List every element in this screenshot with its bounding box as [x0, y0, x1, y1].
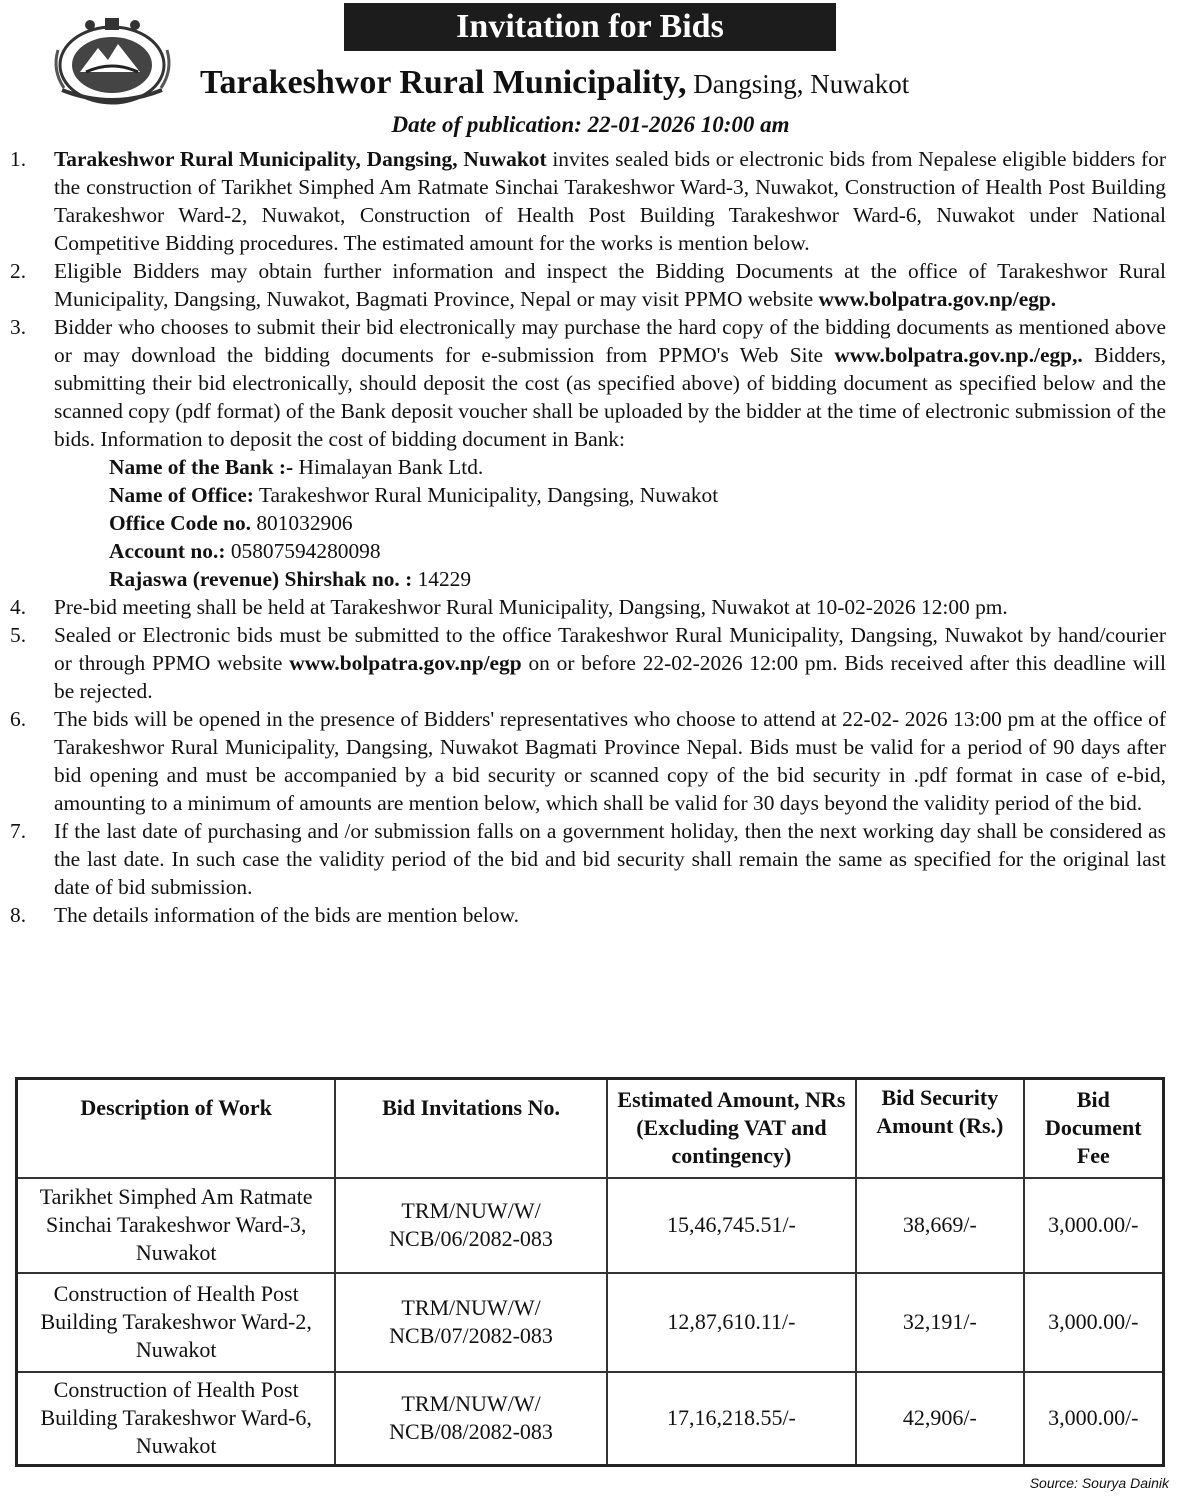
item-8-text: The details information of the bids are mention below. [54, 903, 519, 927]
bank-details [54, 453, 1166, 593]
item-number: 2. [10, 259, 27, 283]
notice-item-3 [10, 313, 1166, 593]
item-3-text-a: Bidder who chooses to submit their bid electronically may purchase the hard copy of the bidding documents as mentioned above or may download the bidding documents for e-submission from PPMO's Web Site [54, 315, 1166, 367]
table-row [17, 1372, 1164, 1466]
revenue-value: 14229 [412, 567, 472, 591]
item-number: 3. [10, 315, 27, 339]
notice-banner: Invitation for Bids [344, 3, 836, 51]
item-5-text-a: Sealed or Electronic bids must be submitted to the office Tarakeshwor Rural Municipality, Dangsing, Nuwakot by hand/courier or through PPMO website [54, 623, 1166, 675]
item-3-link[interactable]: www.bolpatra.gov.np./egp,. [834, 343, 1083, 367]
row-fee: 3,000.00/- [1024, 1372, 1164, 1466]
item-1-text: invites sealed bids or electronic bids from Nepalese eligible bidders for the construction of Tarikhet Simphed Am Ratmate Sinchai Tarakeshwor Ward-3, Nuwakot, Construction of Health Post Building Tarakeshwor Ward-2, Nuwakot, Construction of Health Post Building Tarakeshwor Ward-6, Nuwakot under National Competitive Bidding procedures. The estimated amount for the works is mention below. [54, 147, 1167, 255]
table-row [17, 1178, 1164, 1273]
item-number: 4. [10, 595, 27, 619]
account-label: Account no.: [109, 539, 226, 563]
header-estimated: Estimated Amount, NRs (Excluding VAT and contingency) [607, 1079, 856, 1178]
office-name-value: Tarakeshwor Rural Municipality, Dangsing, Nuwakot [253, 483, 719, 507]
item-4-text: Pre-bid meeting shall be held at Tarakeshwor Rural Municipality, Dangsing, Nuwakot at 10-02-2026 12:00 pm. [54, 595, 1008, 619]
bank-name-label: Name of the Bank :- [109, 455, 294, 479]
notice-item-8 [10, 901, 1166, 929]
revenue-label: Rajaswa (revenue) Shirshak no. : [109, 567, 413, 591]
table-row [17, 1273, 1164, 1372]
row-estimated: 17,16,218.55/- [607, 1372, 856, 1466]
item-5-text-b: on or before 22-02-2026 12:00 pm. Bids received after this deadline will be rejected. [54, 651, 1166, 703]
row-description: Tarikhet Simphed Am Ratmate Sinchai Tarakeshwor Ward-3, Nuwakot [17, 1178, 336, 1273]
publication-date-label: Date of publication: [391, 112, 588, 137]
account-value: 05807594280098 [225, 539, 381, 563]
row-invitation: TRM/NUW/W/ NCB/08/2082-083 [335, 1372, 606, 1466]
table-header-row [17, 1079, 1164, 1178]
header-fee: Bid Document Fee [1024, 1079, 1164, 1178]
bank-name-value: Himalayan Bank Ltd. [293, 455, 484, 479]
office-code-value: 801032906 [251, 511, 353, 535]
item-2-text: Eligible Bidders may obtain further information and inspect the Bidding Documents at the office of Tarakeshwor Rural Municipality, Dangsing, Nuwakot, Bagmati Province, Nepal or may visit PPMO website [54, 259, 1166, 311]
bank-name-row [109, 453, 1166, 481]
publication-date [0, 110, 1181, 140]
nepal-emblem-icon [50, 10, 175, 110]
notice-item-4 [10, 593, 1166, 621]
item-number: 8. [10, 903, 27, 927]
notice-item-2 [10, 257, 1166, 313]
organization-name: Tarakeshwor Rural Municipality, [200, 64, 687, 101]
revenue-row [109, 565, 1166, 593]
row-fee: 3,000.00/- [1024, 1273, 1164, 1372]
account-row [109, 537, 1166, 565]
row-invitation: TRM/NUW/W/ NCB/06/2082-083 [335, 1178, 606, 1273]
header-invitation: Bid Invitations No. [335, 1079, 606, 1178]
row-security: 38,669/- [856, 1178, 1024, 1273]
bids-table [15, 1077, 1165, 1467]
publication-date-value: 22-01-2026 10:00 am [587, 112, 790, 137]
notice-item-7 [10, 817, 1166, 901]
item-3-text-b: Bidders, submitting their bid electronically, should deposit the cost (as specified above) of bidding document as specified below and the scanned copy (pdf format) of the Bank deposit voucher shall be uploaded by the bidder at the time of electronic submission of the bids. Information to deposit the cost of bidding document in Bank: [54, 343, 1166, 451]
row-invitation: TRM/NUW/W/ NCB/07/2082-083 [335, 1273, 606, 1372]
row-security: 32,191/- [856, 1273, 1024, 1372]
item-number: 5. [10, 623, 27, 647]
notice-item-5 [10, 621, 1166, 705]
row-fee: 3,000.00/- [1024, 1178, 1164, 1273]
notice-item-1 [10, 145, 1166, 257]
row-estimated: 12,87,610.11/- [607, 1273, 856, 1372]
item-5-link[interactable]: www.bolpatra.gov.np/egp [289, 651, 522, 675]
row-estimated: 15,46,745.51/- [607, 1178, 856, 1273]
notice-item-6 [10, 705, 1166, 817]
item-number: 7. [10, 819, 27, 843]
row-security: 42,906/- [856, 1372, 1024, 1466]
row-description: Construction of Health Post Building Tarakeshwor Ward-6, Nuwakot [17, 1372, 336, 1466]
office-name-label: Name of Office: [109, 483, 254, 507]
office-code-label: Office Code no. [109, 511, 251, 535]
item-2-link[interactable]: www.bolpatra.gov.np/egp. [818, 287, 1057, 311]
row-description: Construction of Health Post Building Tarakeshwor Ward-2, Nuwakot [17, 1273, 336, 1372]
item-number: 1. [10, 147, 27, 171]
item-7-text: If the last date of purchasing and /or submission falls on a government holiday, then the next working day shall be considered as the last date. In such case the validity period of the bid and bid security shall remain the same as specified for the original last date of bid submission. [54, 819, 1166, 899]
header-security: Bid Security Amount (Rs.) [856, 1079, 1024, 1178]
office-code-row [109, 509, 1166, 537]
office-name-row [109, 481, 1166, 509]
header-description: Description of Work [17, 1079, 336, 1178]
item-6-text: The bids will be opened in the presence of Bidders' representatives who choose to attend at 22-02- 2026 13:00 pm at the office of Tarakeshwor Rural Municipality, Dangsing, Nuwakot Bagmati Province Nepal. Bids must be valid for a period of 90 days after bid opening and must be accompanied by a bid security or scanned copy of the bid security in .pdf format in case of e-bid, amounting to a minimum of amounts are mention below, which shall be valid for 30 days beyond the validity period of the bid. [54, 707, 1166, 815]
source-credit: Source: Sourya Dainik [1029, 1475, 1169, 1491]
notice-items [10, 145, 1166, 929]
item-1-bold: Tarakeshwor Rural Municipality, Dangsing, Nuwakot [54, 147, 547, 171]
organization-location: Dangsing, Nuwakot [686, 69, 910, 99]
item-number: 6. [10, 707, 27, 731]
organization-heading [200, 60, 1160, 107]
